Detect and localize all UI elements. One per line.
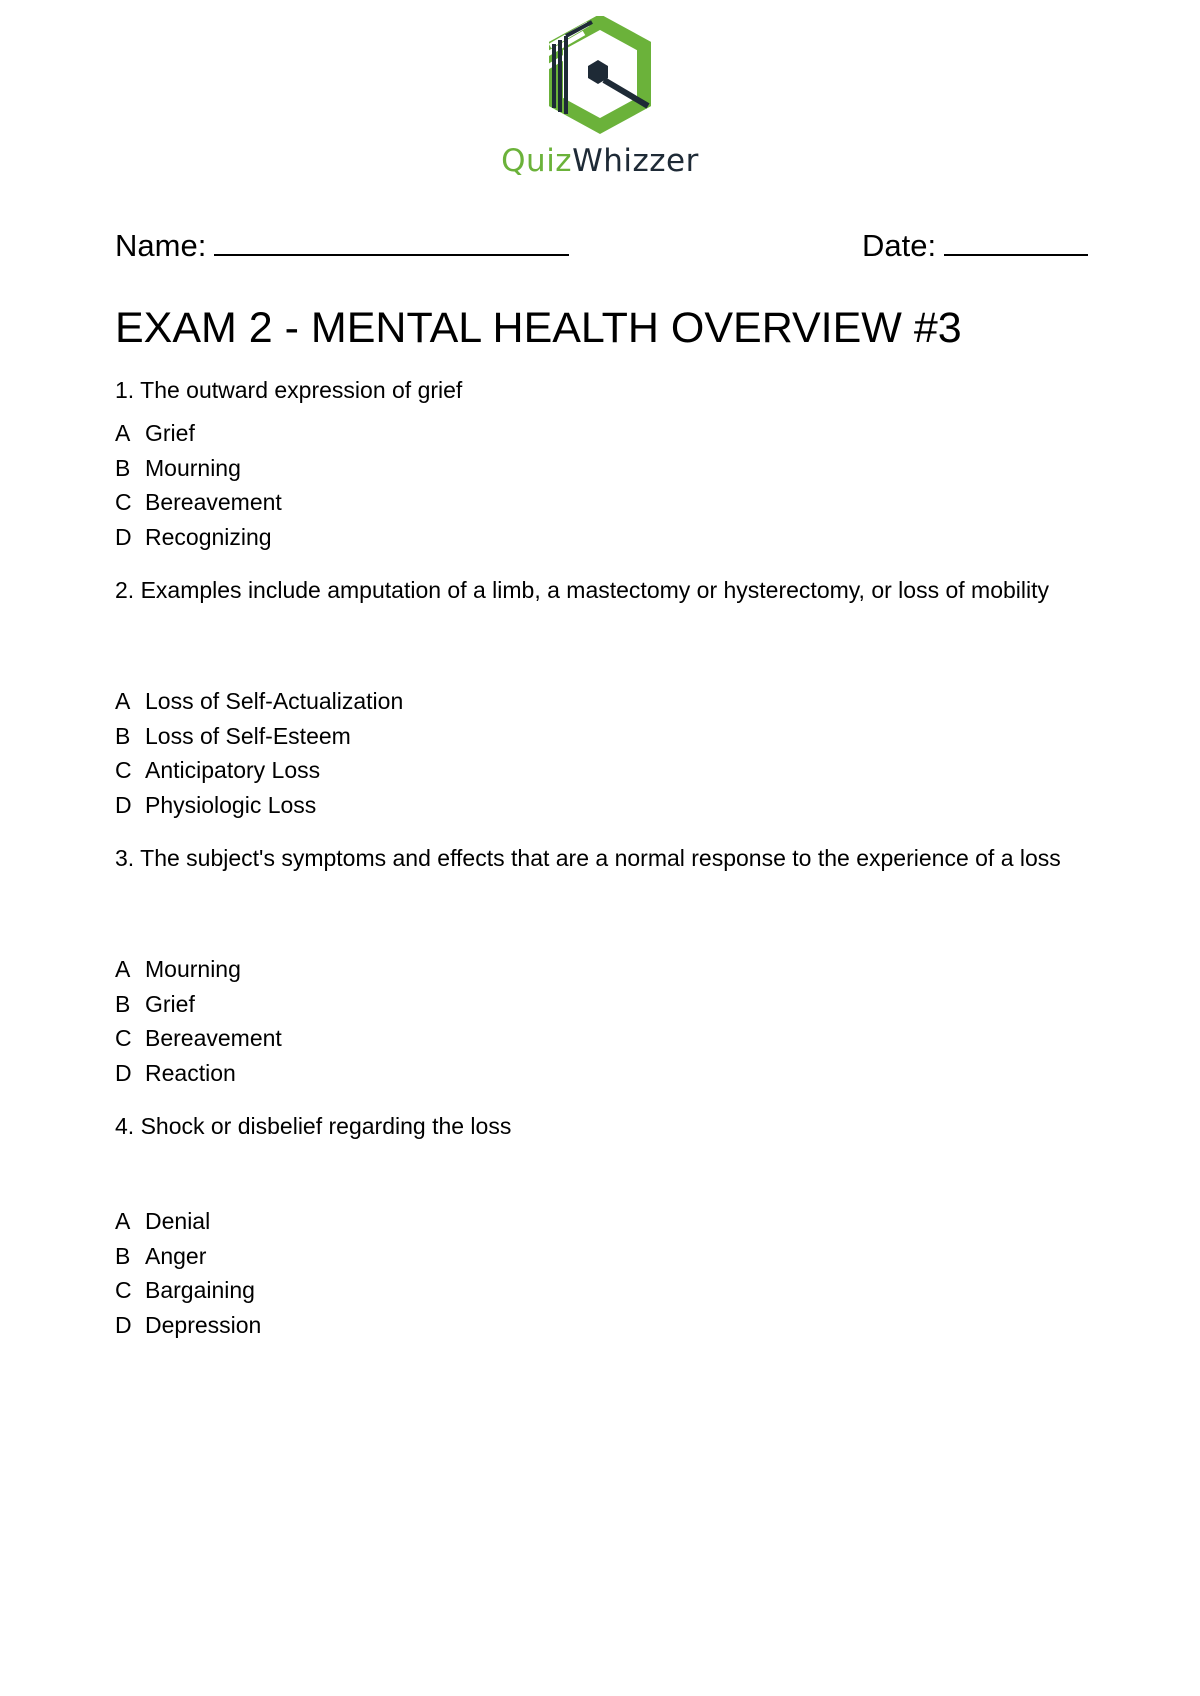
choice-text: Mourning [145,454,241,481]
choice-item[interactable] [115,788,1075,823]
choice-letter: A [115,956,131,982]
choice-text: Mourning [145,956,241,982]
question-list [115,376,1075,1342]
brand-name-part2: Whizzer [572,143,699,179]
brand-wordmark [0,144,1200,178]
date-label: Date: [862,228,937,263]
choice-item[interactable] [115,719,1075,754]
choice-item[interactable] [115,451,1075,486]
choice-item[interactable] [115,1239,1075,1274]
choice-letter: C [115,1025,132,1051]
choice-item[interactable] [115,1308,1075,1343]
question-text: 1. The outward expression of grief [115,377,463,403]
choice-letter: D [115,1059,132,1086]
choice-letter: B [115,1242,131,1269]
choice-letter: D [115,523,132,550]
choice-list [115,1204,1075,1342]
name-blank-line[interactable] [214,228,569,256]
question-3 [115,844,1075,1090]
choice-list [115,684,1075,822]
choice-text: Bereavement [145,489,282,515]
choice-text: Physiologic Loss [145,791,317,818]
question-text: 4. Shock or disbelief regarding the loss [115,1113,512,1139]
choice-item[interactable] [115,684,1075,719]
choice-letter: C [115,757,132,783]
question-1 [115,376,1075,554]
choice-text: Grief [145,420,195,446]
date-blank-line[interactable] [944,228,1088,256]
choice-letter: C [115,1277,132,1303]
choice-item[interactable] [115,485,1075,520]
choice-text: Grief [145,990,195,1017]
choice-letter: B [115,990,131,1017]
choice-text: Depression [145,1311,262,1338]
choice-text: Bargaining [145,1277,255,1303]
choice-letter: D [115,791,132,818]
name-field[interactable] [115,228,569,264]
question-4 [115,1112,1075,1342]
choice-item[interactable] [115,987,1075,1022]
choice-letter: A [115,420,131,446]
choice-text: Recognizing [145,523,272,550]
name-date-row [115,228,1090,264]
choice-letter: B [115,454,131,481]
choice-text: Anticipatory Loss [145,757,321,783]
choice-letter: A [115,688,131,714]
brand-name-part1: Quiz [501,143,573,179]
choice-item[interactable] [115,753,1075,788]
choice-item[interactable] [115,1021,1075,1056]
choice-text: Bereavement [145,1025,282,1051]
date-field[interactable] [862,228,1088,264]
choice-text: Loss of Self-Actualization [145,688,404,714]
brand-logo [0,16,1200,178]
choice-list [115,416,1075,554]
choice-text: Denial [145,1208,211,1234]
choice-text: Anger [145,1242,207,1269]
choice-item[interactable] [115,1204,1075,1239]
exam-title: EXAM 2 - MENTAL HEALTH OVERVIEW #3 [115,304,962,352]
choice-text: Reaction [145,1059,236,1086]
choice-item[interactable] [115,1056,1075,1091]
question-text: 3. The subject's symptoms and effects that are a normal response to the experience of a loss [115,845,1061,871]
choice-item[interactable] [115,520,1075,555]
choice-letter: A [115,1208,131,1234]
choice-letter: C [115,489,132,515]
name-label: Name: [115,228,207,263]
choice-item[interactable] [115,1273,1075,1308]
choice-letter: D [115,1311,132,1338]
choice-item[interactable] [115,952,1075,987]
choice-text: Loss of Self-Esteem [145,722,351,749]
question-2 [115,576,1075,822]
question-text: 2. Examples include amputation of a limb, a mastectomy or hysterectomy, or loss of mobility [115,577,1050,603]
choice-item[interactable] [115,416,1075,451]
choice-letter: B [115,722,131,749]
choice-list [115,952,1075,1090]
quizwhizzer-logo-icon [540,16,660,134]
